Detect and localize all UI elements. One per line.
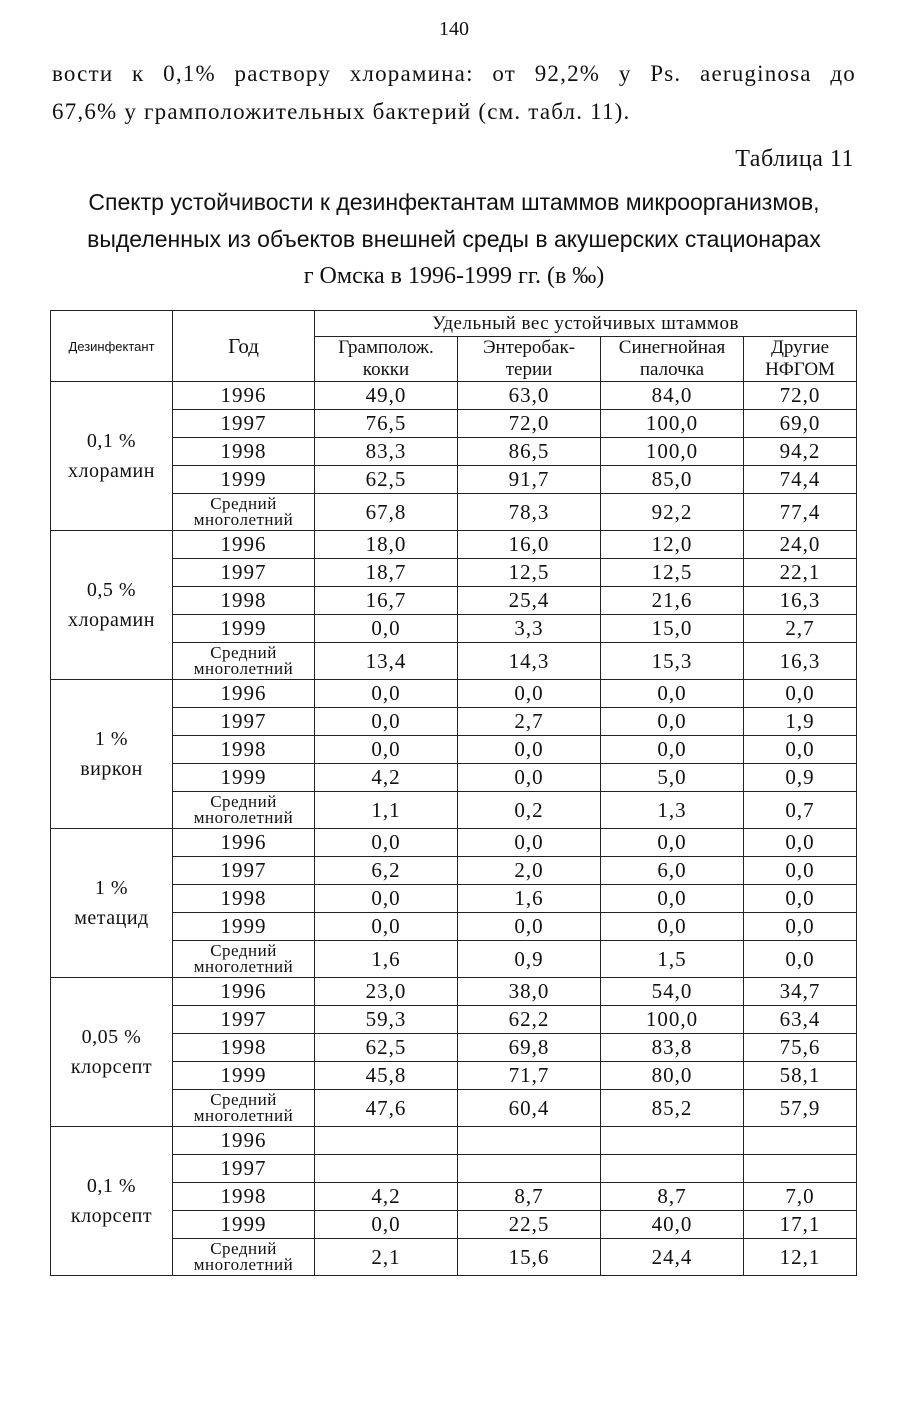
- value-cell: 6,0: [601, 857, 744, 885]
- value-cell: 17,1: [744, 1211, 857, 1239]
- table-row: [51, 382, 857, 410]
- value-cell: 100,0: [601, 1006, 744, 1034]
- value-cell: 12,5: [458, 559, 601, 587]
- value-cell: 23,0: [315, 978, 458, 1006]
- average-value-cell: 92,2: [601, 494, 744, 531]
- value-cell: 94,2: [744, 438, 857, 466]
- average-value-cell: 14,3: [458, 643, 601, 680]
- value-cell: 15,0: [601, 615, 744, 643]
- average-value-cell: 0,2: [458, 792, 601, 829]
- header-column-line: Синегнойная: [618, 337, 726, 358]
- value-cell: 0,0: [458, 913, 601, 941]
- average-value-cell: 15,3: [601, 643, 744, 680]
- disinfectant-cell: [51, 978, 173, 1127]
- value-cell: 6,2: [315, 857, 458, 885]
- value-cell: 25,4: [458, 587, 601, 615]
- header-span-title: Удельный вес устойчивых штаммов: [315, 311, 857, 337]
- cell-text: Средний: [210, 1090, 277, 1109]
- value-cell: 18,0: [315, 531, 458, 559]
- value-cell: 1,6: [458, 885, 601, 913]
- header-column-line: палочка: [639, 359, 705, 380]
- year-cell: 1996: [173, 680, 315, 708]
- average-value-cell: 60,4: [458, 1090, 601, 1127]
- value-cell: [601, 1155, 744, 1183]
- value-cell: 63,4: [744, 1006, 857, 1034]
- value-cell: 1,9: [744, 708, 857, 736]
- year-cell: 1997: [173, 1006, 315, 1034]
- value-cell: [458, 1127, 601, 1155]
- page-number: 140: [439, 18, 469, 40]
- value-cell: 0,0: [601, 736, 744, 764]
- header-column: [601, 337, 744, 382]
- table-row: [51, 680, 857, 708]
- table-row: [51, 978, 857, 1006]
- value-cell: 16,7: [315, 587, 458, 615]
- table-body: [51, 382, 857, 1276]
- value-cell: 49,0: [315, 382, 458, 410]
- value-cell: 91,7: [458, 466, 601, 494]
- caption-line: Спектр устойчивости к дезинфектантам штаммов микроорганизмов,: [88, 189, 820, 215]
- average-value-cell: 15,6: [458, 1239, 601, 1276]
- average-label-cell: [173, 792, 315, 829]
- year-cell: 1999: [173, 615, 315, 643]
- cell-text: многолетний: [193, 957, 294, 976]
- value-cell: 0,0: [744, 885, 857, 913]
- value-cell: 4,2: [315, 1183, 458, 1211]
- disinfectant-cell: [51, 531, 173, 680]
- caption-line: г Омска в 1996-1999 гг. (в ‰): [303, 263, 605, 289]
- cell-text: хлорамин: [68, 460, 155, 482]
- value-cell: 22,1: [744, 559, 857, 587]
- cell-text: 0,5 %: [86, 579, 137, 601]
- header-disinfectant: Дезинфектант: [51, 311, 173, 382]
- year-cell: 1999: [173, 1062, 315, 1090]
- year-cell: 1998: [173, 736, 315, 764]
- value-cell: 76,5: [315, 410, 458, 438]
- value-cell: 2,0: [458, 857, 601, 885]
- value-cell: 74,4: [744, 466, 857, 494]
- value-cell: 100,0: [601, 438, 744, 466]
- average-value-cell: 77,4: [744, 494, 857, 531]
- disinfectant-cell: [51, 829, 173, 978]
- value-cell: 12,5: [601, 559, 744, 587]
- value-cell: 7,0: [744, 1183, 857, 1211]
- value-cell: 0,0: [744, 829, 857, 857]
- value-cell: 0,0: [458, 736, 601, 764]
- value-cell: 45,8: [315, 1062, 458, 1090]
- average-value-cell: 13,4: [315, 643, 458, 680]
- value-cell: 80,0: [601, 1062, 744, 1090]
- cell-text: многолетний: [193, 659, 294, 678]
- year-cell: 1996: [173, 382, 315, 410]
- year-cell: 1996: [173, 531, 315, 559]
- value-cell: 62,5: [315, 466, 458, 494]
- average-value-cell: 12,1: [744, 1239, 857, 1276]
- value-cell: 22,5: [458, 1211, 601, 1239]
- average-value-cell: 1,5: [601, 941, 744, 978]
- value-cell: 8,7: [601, 1183, 744, 1211]
- average-label-cell: [173, 1239, 315, 1276]
- value-cell: 0,0: [458, 829, 601, 857]
- year-cell: 1999: [173, 764, 315, 792]
- cell-text: клорсепт: [70, 1205, 153, 1227]
- year-cell: 1997: [173, 857, 315, 885]
- year-cell: 1998: [173, 438, 315, 466]
- value-cell: [744, 1127, 857, 1155]
- year-cell: 1996: [173, 1127, 315, 1155]
- cell-text: Средний: [210, 792, 277, 811]
- disinfectant-cell: [51, 1127, 173, 1276]
- value-cell: 0,0: [315, 885, 458, 913]
- value-cell: 86,5: [458, 438, 601, 466]
- value-cell: 72,0: [744, 382, 857, 410]
- average-value-cell: 67,8: [315, 494, 458, 531]
- value-cell: 0,0: [315, 615, 458, 643]
- cell-text: хлорамин: [68, 609, 155, 631]
- value-cell: 83,3: [315, 438, 458, 466]
- cell-text: 0,1 %: [86, 430, 137, 452]
- value-cell: 54,0: [601, 978, 744, 1006]
- average-label-cell: [173, 494, 315, 531]
- cell-text: виркон: [80, 758, 143, 780]
- average-value-cell: 1,3: [601, 792, 744, 829]
- value-cell: 3,3: [458, 615, 601, 643]
- value-cell: 71,7: [458, 1062, 601, 1090]
- average-value-cell: 1,6: [315, 941, 458, 978]
- year-cell: 1999: [173, 1211, 315, 1239]
- resistance-table: [50, 310, 857, 1276]
- value-cell: [601, 1127, 744, 1155]
- value-cell: 16,3: [744, 587, 857, 615]
- value-cell: [315, 1155, 458, 1183]
- value-cell: 0,0: [315, 736, 458, 764]
- average-value-cell: 2,1: [315, 1239, 458, 1276]
- value-cell: 0,0: [315, 913, 458, 941]
- average-value-cell: 1,1: [315, 792, 458, 829]
- value-cell: 72,0: [458, 410, 601, 438]
- year-cell: 1999: [173, 466, 315, 494]
- value-cell: 85,0: [601, 466, 744, 494]
- disinfectant-cell: [51, 382, 173, 531]
- cell-text: 1 %: [94, 728, 129, 750]
- year-cell: 1998: [173, 1034, 315, 1062]
- year-cell: 1997: [173, 559, 315, 587]
- value-cell: 18,7: [315, 559, 458, 587]
- year-cell: 1997: [173, 1155, 315, 1183]
- year-cell: 1997: [173, 410, 315, 438]
- table-row: [51, 531, 857, 559]
- table-row: [51, 829, 857, 857]
- value-cell: 0,0: [458, 680, 601, 708]
- paragraph-line: вости к 0,1% раствору хлорамина: от 92,2% у Ps. aeruginosa до: [52, 61, 856, 86]
- value-cell: 21,6: [601, 587, 744, 615]
- value-cell: 62,5: [315, 1034, 458, 1062]
- value-cell: 0,0: [601, 708, 744, 736]
- value-cell: 8,7: [458, 1183, 601, 1211]
- value-cell: 0,9: [744, 764, 857, 792]
- value-cell: 24,0: [744, 531, 857, 559]
- value-cell: 59,3: [315, 1006, 458, 1034]
- value-cell: 0,0: [744, 857, 857, 885]
- header-column-line: Другие: [770, 337, 830, 358]
- value-cell: 0,0: [315, 708, 458, 736]
- year-cell: 1998: [173, 587, 315, 615]
- value-cell: 84,0: [601, 382, 744, 410]
- cell-text: клорсепт: [70, 1056, 153, 1078]
- cell-text: 0,05 %: [81, 1026, 142, 1048]
- value-cell: 5,0: [601, 764, 744, 792]
- value-cell: [458, 1155, 601, 1183]
- value-cell: 34,7: [744, 978, 857, 1006]
- value-cell: 0,0: [458, 764, 601, 792]
- cell-text: метацид: [74, 907, 149, 929]
- cell-text: многолетний: [193, 1255, 294, 1274]
- table-label: Таблица 11: [735, 146, 854, 172]
- cell-text: Средний: [210, 941, 277, 960]
- average-label-cell: [173, 643, 315, 680]
- value-cell: 83,8: [601, 1034, 744, 1062]
- average-value-cell: 78,3: [458, 494, 601, 531]
- cell-text: 1 %: [94, 877, 129, 899]
- header-column-line: НФГОМ: [765, 359, 835, 380]
- average-value-cell: 0,7: [744, 792, 857, 829]
- value-cell: 0,0: [601, 913, 744, 941]
- header-year: Год: [173, 311, 315, 382]
- value-cell: 12,0: [601, 531, 744, 559]
- value-cell: 69,0: [744, 410, 857, 438]
- value-cell: 40,0: [601, 1211, 744, 1239]
- table-row: [51, 1127, 857, 1155]
- value-cell: 0,0: [601, 885, 744, 913]
- average-label-cell: [173, 941, 315, 978]
- disinfectant-cell: [51, 680, 173, 829]
- header-column: [458, 337, 601, 382]
- year-cell: 1998: [173, 1183, 315, 1211]
- average-value-cell: 16,3: [744, 643, 857, 680]
- header-column-line: терии: [505, 359, 553, 380]
- header-column-line: кокки: [362, 359, 410, 380]
- cell-text: 0,1 %: [86, 1175, 137, 1197]
- value-cell: 0,0: [601, 829, 744, 857]
- value-cell: [315, 1127, 458, 1155]
- average-label-cell: [173, 1090, 315, 1127]
- average-value-cell: 57,9: [744, 1090, 857, 1127]
- value-cell: 63,0: [458, 382, 601, 410]
- header-column: [744, 337, 857, 382]
- year-cell: 1999: [173, 913, 315, 941]
- cell-text: Средний: [210, 1239, 277, 1258]
- value-cell: 0,0: [744, 913, 857, 941]
- cell-text: многолетний: [193, 1106, 294, 1125]
- average-value-cell: 47,6: [315, 1090, 458, 1127]
- paragraph-line: 67,6% у грамположительных бактерий (см. табл. 11).: [52, 99, 631, 124]
- value-cell: 100,0: [601, 410, 744, 438]
- value-cell: 4,2: [315, 764, 458, 792]
- value-cell: 0,0: [315, 1211, 458, 1239]
- year-cell: 1996: [173, 829, 315, 857]
- value-cell: [744, 1155, 857, 1183]
- average-value-cell: 0,9: [458, 941, 601, 978]
- average-value-cell: 85,2: [601, 1090, 744, 1127]
- value-cell: 16,0: [458, 531, 601, 559]
- header-column-line: Энтеробак-: [482, 337, 576, 358]
- value-cell: 0,0: [315, 829, 458, 857]
- value-cell: 62,2: [458, 1006, 601, 1034]
- header-column-line: Грамполож.: [338, 337, 434, 358]
- average-value-cell: 0,0: [744, 941, 857, 978]
- year-cell: 1997: [173, 708, 315, 736]
- value-cell: 69,8: [458, 1034, 601, 1062]
- value-cell: 58,1: [744, 1062, 857, 1090]
- table-caption: [40, 184, 868, 295]
- cell-text: Средний: [210, 494, 277, 513]
- value-cell: 0,0: [601, 680, 744, 708]
- value-cell: 2,7: [458, 708, 601, 736]
- value-cell: 0,0: [744, 680, 857, 708]
- value-cell: 75,6: [744, 1034, 857, 1062]
- header-column: [315, 337, 458, 382]
- average-value-cell: 24,4: [601, 1239, 744, 1276]
- value-cell: 38,0: [458, 978, 601, 1006]
- year-cell: 1996: [173, 978, 315, 1006]
- caption-line: выделенных из объектов внешней среды в акушерских стационарах: [87, 226, 821, 252]
- cell-text: многолетний: [193, 510, 294, 529]
- body-paragraph: [52, 62, 856, 138]
- value-cell: 0,0: [744, 736, 857, 764]
- cell-text: многолетний: [193, 808, 294, 827]
- cell-text: Средний: [210, 643, 277, 662]
- value-cell: 0,0: [315, 680, 458, 708]
- value-cell: 2,7: [744, 615, 857, 643]
- year-cell: 1998: [173, 885, 315, 913]
